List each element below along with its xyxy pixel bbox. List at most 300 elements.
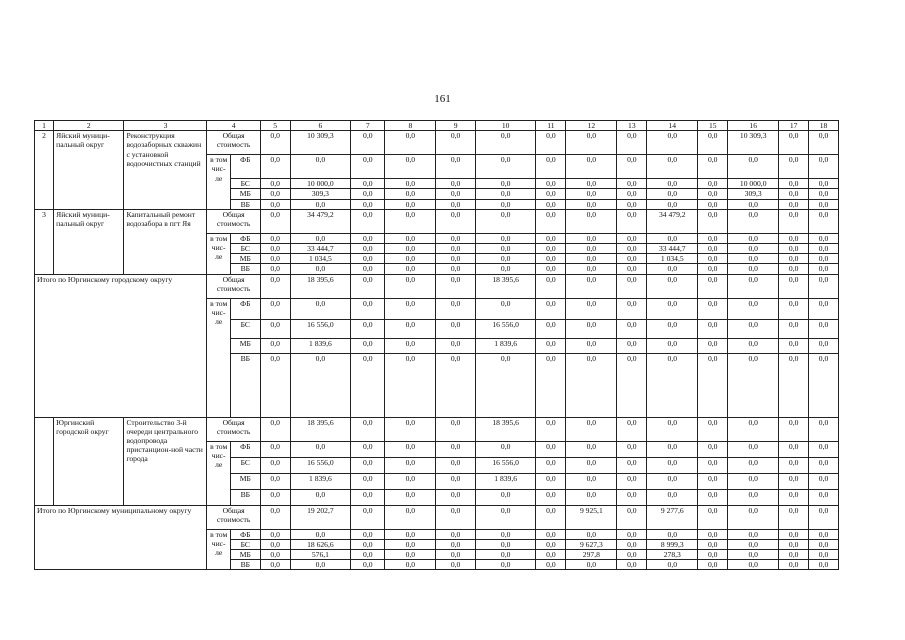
value-cell: 0,0 (698, 179, 728, 189)
value-cell: 0,0 (536, 489, 566, 505)
value-cell: 0,0 (475, 298, 536, 319)
value-cell: 1 839,6 (290, 473, 351, 489)
value-cell: 0,0 (809, 209, 839, 233)
value-cell: 0,0 (385, 539, 436, 549)
value-cell: 0,0 (698, 417, 728, 441)
source-label: МБ (230, 550, 260, 560)
value-cell: 0,0 (436, 131, 475, 155)
value-cell: 0,0 (566, 179, 617, 189)
column-number-row (35, 121, 839, 131)
value-cell: 18 395,6 (290, 417, 351, 441)
value-cell: 0,0 (698, 189, 728, 199)
value-cell: 0,0 (385, 298, 436, 319)
value-cell: 0,0 (260, 209, 290, 233)
value-cell: 0,0 (436, 441, 475, 457)
value-cell: 0,0 (260, 560, 290, 570)
value-cell: 0,0 (728, 254, 779, 264)
value-cell: 0,0 (698, 489, 728, 505)
value-cell: 0,0 (698, 155, 728, 179)
value-cell: 0,0 (566, 441, 617, 457)
source-label: ВБ (230, 264, 260, 274)
column-number: 18 (809, 121, 839, 131)
value-cell: 0,0 (779, 199, 809, 209)
value-cell: 0,0 (385, 155, 436, 179)
value-cell: 0,0 (260, 298, 290, 319)
column-number: 13 (617, 121, 647, 131)
value-cell: 0,0 (728, 473, 779, 489)
value-cell: 0,0 (290, 441, 351, 457)
value-cell: 34 479,2 (290, 209, 351, 233)
value-cell: 0,0 (809, 560, 839, 570)
value-cell: 309,3 (290, 189, 351, 199)
value-cell: 0,0 (617, 298, 647, 319)
value-cell: 0,0 (566, 254, 617, 264)
value-cell: 0,0 (260, 319, 290, 338)
row-number: 2 (35, 131, 54, 210)
financing-table (34, 120, 839, 570)
value-cell: 0,0 (779, 539, 809, 549)
value-cell: 0,0 (536, 155, 566, 179)
value-cell: 0,0 (436, 505, 475, 529)
value-cell: 0,0 (566, 560, 617, 570)
value-cell: 0,0 (436, 179, 475, 189)
value-cell: 0,0 (617, 189, 647, 199)
value-cell: 0,0 (779, 473, 809, 489)
value-cell: 0,0 (698, 457, 728, 473)
value-cell: 576,1 (290, 550, 351, 560)
value-cell: 0,0 (617, 244, 647, 254)
value-cell: 0,0 (385, 209, 436, 233)
value-cell: 0,0 (260, 473, 290, 489)
territory-cell: Яйский муници-пальный округ (54, 131, 124, 210)
value-cell: 0,0 (475, 560, 536, 570)
source-label: МБ (230, 473, 260, 489)
value-cell: 0,0 (728, 353, 779, 417)
value-cell: 0,0 (617, 179, 647, 189)
value-cell: 0,0 (351, 457, 385, 473)
value-cell: 0,0 (385, 550, 436, 560)
column-number: 12 (566, 121, 617, 131)
value-cell: 0,0 (647, 338, 698, 353)
value-cell: 0,0 (809, 264, 839, 274)
value-cell: 0,0 (260, 457, 290, 473)
value-cell: 0,0 (385, 244, 436, 254)
value-cell: 0,0 (385, 254, 436, 264)
value-cell: 0,0 (351, 319, 385, 338)
value-cell: 0,0 (617, 473, 647, 489)
value-cell: 0,0 (779, 417, 809, 441)
value-cell: 0,0 (617, 441, 647, 457)
value-cell: 19 202,7 (290, 505, 351, 529)
value-cell: 0,0 (475, 539, 536, 549)
value-cell: 0,0 (728, 505, 779, 529)
value-cell: 0,0 (809, 441, 839, 457)
source-label: ВБ (230, 353, 260, 417)
value-cell: 0,0 (290, 529, 351, 539)
value-cell: 0,0 (351, 473, 385, 489)
value-cell: 0,0 (436, 155, 475, 179)
value-cell: 0,0 (779, 298, 809, 319)
column-number: 14 (647, 121, 698, 131)
value-cell: 0,0 (290, 298, 351, 319)
value-cell: 297,8 (566, 550, 617, 560)
value-cell: 0,0 (536, 505, 566, 529)
total-cost-label: Общая стоимость (207, 209, 260, 233)
value-cell: 0,0 (436, 274, 475, 298)
value-cell: 0,0 (351, 264, 385, 274)
column-number: 3 (124, 121, 207, 131)
source-label: ФБ (230, 529, 260, 539)
value-cell: 0,0 (779, 189, 809, 199)
value-cell: 0,0 (779, 505, 809, 529)
value-cell: 0,0 (698, 539, 728, 549)
value-cell: 0,0 (536, 550, 566, 560)
value-cell: 0,0 (475, 131, 536, 155)
value-cell: 0,0 (779, 254, 809, 264)
value-cell: 0,0 (809, 489, 839, 505)
value-cell: 0,0 (698, 199, 728, 209)
value-cell: 0,0 (647, 233, 698, 243)
value-cell: 0,0 (536, 473, 566, 489)
value-cell: 0,0 (536, 457, 566, 473)
value-cell: 0,0 (647, 457, 698, 473)
value-cell: 0,0 (436, 189, 475, 199)
value-cell: 0,0 (809, 473, 839, 489)
value-cell: 0,0 (566, 131, 617, 155)
value-cell: 0,0 (779, 457, 809, 473)
value-cell: 0,0 (698, 131, 728, 155)
value-cell: 0,0 (436, 199, 475, 209)
value-cell: 0,0 (647, 179, 698, 189)
value-cell: 0,0 (617, 319, 647, 338)
column-number: 1 (35, 121, 54, 131)
value-cell: 0,0 (385, 233, 436, 243)
source-label: БС (230, 457, 260, 473)
value-cell: 0,0 (809, 505, 839, 529)
value-cell: 0,0 (809, 529, 839, 539)
value-cell: 0,0 (351, 441, 385, 457)
value-cell: 0,0 (536, 233, 566, 243)
value-cell: 0,0 (779, 441, 809, 457)
value-cell: 0,0 (566, 489, 617, 505)
value-cell: 0,0 (436, 550, 475, 560)
value-cell: 0,0 (260, 441, 290, 457)
value-cell: 0,0 (809, 254, 839, 264)
table-row (35, 417, 839, 441)
value-cell: 0,0 (436, 353, 475, 417)
incl-label: в том чис-ле (207, 529, 230, 570)
value-cell: 18 395,6 (475, 417, 536, 441)
value-cell: 0,0 (260, 179, 290, 189)
value-cell: 0,0 (698, 274, 728, 298)
incl-label: в том чис-ле (207, 233, 230, 274)
value-cell: 0,0 (698, 264, 728, 274)
value-cell: 0,0 (385, 274, 436, 298)
value-cell: 0,0 (779, 179, 809, 189)
value-cell: 0,0 (779, 489, 809, 505)
value-cell: 33 444,7 (290, 244, 351, 254)
value-cell: 309,3 (728, 189, 779, 199)
value-cell: 0,0 (385, 353, 436, 417)
value-cell: 0,0 (351, 254, 385, 264)
value-cell: 0,0 (536, 274, 566, 298)
value-cell: 0,0 (779, 550, 809, 560)
value-cell: 0,0 (617, 131, 647, 155)
value-cell: 0,0 (260, 353, 290, 417)
value-cell: 0,0 (436, 560, 475, 570)
value-cell: 0,0 (351, 539, 385, 549)
value-cell: 0,0 (728, 539, 779, 549)
value-cell: 0,0 (536, 417, 566, 441)
value-cell: 0,0 (290, 489, 351, 505)
source-label: ФБ (230, 441, 260, 457)
value-cell: 0,0 (436, 233, 475, 243)
source-label: БС (230, 179, 260, 189)
value-cell: 0,0 (779, 274, 809, 298)
value-cell: 0,0 (647, 489, 698, 505)
value-cell: 0,0 (290, 233, 351, 243)
value-cell: 0,0 (728, 155, 779, 179)
value-cell: 0,0 (647, 560, 698, 570)
value-cell: 0,0 (647, 417, 698, 441)
value-cell: 0,0 (436, 298, 475, 319)
event-cell: Реконструкция водозаборных скважин с установкой водоочистных станций (124, 131, 207, 210)
source-label: БС (230, 539, 260, 549)
value-cell: 0,0 (566, 298, 617, 319)
value-cell: 0,0 (536, 338, 566, 353)
value-cell: 0,0 (809, 189, 839, 199)
value-cell: 0,0 (536, 529, 566, 539)
value-cell: 0,0 (475, 233, 536, 243)
value-cell: 0,0 (436, 417, 475, 441)
summary-title: Итого по Юргинскому муниципальному округу (35, 505, 207, 570)
value-cell: 0,0 (436, 254, 475, 264)
value-cell: 0,0 (698, 505, 728, 529)
territory-cell: Юргинский городской округ (54, 417, 124, 505)
value-cell: 0,0 (351, 417, 385, 441)
value-cell: 0,0 (475, 254, 536, 264)
value-cell: 0,0 (351, 155, 385, 179)
value-cell: 0,0 (385, 505, 436, 529)
source-label: ФБ (230, 233, 260, 243)
value-cell: 0,0 (385, 179, 436, 189)
value-cell: 10 309,3 (290, 131, 351, 155)
value-cell: 0,0 (536, 441, 566, 457)
value-cell: 0,0 (536, 179, 566, 189)
value-cell: 0,0 (617, 489, 647, 505)
event-cell: Строительство 3-й очереди центрального водопровода пристанцион-ной части города (124, 417, 207, 505)
column-number: 10 (475, 121, 536, 131)
column-number: 9 (436, 121, 475, 131)
value-cell: 0,0 (779, 353, 809, 417)
value-cell: 0,0 (566, 274, 617, 298)
value-cell: 0,0 (260, 505, 290, 529)
value-cell: 0,0 (647, 155, 698, 179)
value-cell: 8 999,3 (647, 539, 698, 549)
value-cell: 0,0 (351, 550, 385, 560)
value-cell: 0,0 (351, 274, 385, 298)
value-cell: 18 395,6 (475, 274, 536, 298)
value-cell: 0,0 (436, 457, 475, 473)
value-cell: 0,0 (728, 209, 779, 233)
value-cell: 0,0 (809, 131, 839, 155)
value-cell: 0,0 (617, 338, 647, 353)
value-cell: 0,0 (809, 233, 839, 243)
value-cell: 0,0 (617, 457, 647, 473)
value-cell: 0,0 (617, 199, 647, 209)
value-cell: 0,0 (475, 505, 536, 529)
value-cell: 0,0 (436, 489, 475, 505)
value-cell: 0,0 (536, 189, 566, 199)
value-cell: 0,0 (536, 353, 566, 417)
value-cell: 0,0 (647, 131, 698, 155)
value-cell: 0,0 (566, 199, 617, 209)
value-cell: 0,0 (728, 338, 779, 353)
column-number: 5 (260, 121, 290, 131)
value-cell: 0,0 (728, 560, 779, 570)
value-cell: 0,0 (566, 155, 617, 179)
value-cell: 0,0 (617, 254, 647, 264)
value-cell: 9 627,3 (566, 539, 617, 549)
value-cell: 0,0 (698, 560, 728, 570)
value-cell: 0,0 (475, 264, 536, 274)
total-cost-label: Общая стоимость (207, 131, 260, 155)
source-label: МБ (230, 189, 260, 199)
value-cell: 0,0 (385, 489, 436, 505)
value-cell: 1 839,6 (475, 338, 536, 353)
value-cell: 0,0 (260, 155, 290, 179)
row-number: 3 (35, 209, 54, 274)
value-cell: 0,0 (698, 254, 728, 264)
value-cell: 0,0 (351, 244, 385, 254)
value-cell: 0,0 (260, 417, 290, 441)
value-cell: 0,0 (779, 244, 809, 254)
value-cell: 0,0 (351, 298, 385, 319)
value-cell: 0,0 (809, 539, 839, 549)
source-label: МБ (230, 338, 260, 353)
value-cell: 16 556,0 (290, 319, 351, 338)
value-cell: 0,0 (647, 189, 698, 199)
event-cell: Капитальный ремонт водозабора в пгт Яя (124, 209, 207, 274)
value-cell: 0,0 (617, 155, 647, 179)
value-cell: 0,0 (698, 473, 728, 489)
value-cell: 0,0 (436, 539, 475, 549)
value-cell: 0,0 (809, 298, 839, 319)
value-cell: 0,0 (290, 264, 351, 274)
value-cell: 0,0 (385, 457, 436, 473)
value-cell: 0,0 (436, 473, 475, 489)
value-cell: 0,0 (566, 189, 617, 199)
value-cell: 0,0 (385, 417, 436, 441)
value-cell: 0,0 (617, 353, 647, 417)
value-cell: 1 839,6 (290, 338, 351, 353)
value-cell: 0,0 (617, 274, 647, 298)
source-label: ВБ (230, 560, 260, 570)
value-cell: 0,0 (566, 473, 617, 489)
value-cell: 0,0 (260, 199, 290, 209)
value-cell: 0,0 (351, 209, 385, 233)
value-cell: 0,0 (475, 353, 536, 417)
value-cell: 0,0 (566, 417, 617, 441)
column-number: 8 (385, 121, 436, 131)
value-cell: 0,0 (647, 473, 698, 489)
value-cell: 9 277,6 (647, 505, 698, 529)
value-cell: 0,0 (260, 264, 290, 274)
value-cell: 0,0 (536, 298, 566, 319)
value-cell: 0,0 (809, 319, 839, 338)
value-cell: 0,0 (475, 209, 536, 233)
value-cell: 0,0 (351, 199, 385, 209)
value-cell: 0,0 (436, 244, 475, 254)
value-cell: 0,0 (728, 233, 779, 243)
value-cell: 0,0 (436, 319, 475, 338)
value-cell: 0,0 (647, 319, 698, 338)
table-row (35, 131, 839, 155)
value-cell: 0,0 (728, 199, 779, 209)
source-label: МБ (230, 254, 260, 264)
table-row (35, 209, 839, 233)
value-cell: 0,0 (260, 131, 290, 155)
value-cell: 0,0 (647, 274, 698, 298)
territory-cell: Яйский муници-пальный округ (54, 209, 124, 274)
value-cell: 0,0 (351, 338, 385, 353)
value-cell: 10 000,0 (290, 179, 351, 189)
value-cell: 0,0 (260, 338, 290, 353)
value-cell: 1 839,6 (475, 473, 536, 489)
value-cell: 0,0 (647, 353, 698, 417)
value-cell: 16 556,0 (475, 457, 536, 473)
value-cell: 0,0 (536, 560, 566, 570)
value-cell: 34 479,2 (647, 209, 698, 233)
value-cell: 0,0 (260, 550, 290, 560)
source-label: БС (230, 319, 260, 338)
value-cell: 0,0 (260, 189, 290, 199)
column-number: 16 (728, 121, 779, 131)
total-cost-label: Общая стоимость (207, 417, 260, 441)
value-cell: 278,3 (647, 550, 698, 560)
value-cell: 0,0 (566, 264, 617, 274)
value-cell: 0,0 (809, 274, 839, 298)
value-cell: 0,0 (351, 189, 385, 199)
value-cell: 0,0 (617, 539, 647, 549)
value-cell: 0,0 (566, 529, 617, 539)
value-cell: 0,0 (385, 529, 436, 539)
value-cell: 0,0 (385, 199, 436, 209)
value-cell: 0,0 (260, 254, 290, 264)
value-cell: 0,0 (385, 189, 436, 199)
value-cell: 0,0 (779, 209, 809, 233)
total-cost-label: Общая стоимость (207, 274, 260, 298)
value-cell: 0,0 (728, 298, 779, 319)
value-cell: 0,0 (566, 338, 617, 353)
value-cell: 0,0 (809, 353, 839, 417)
value-cell: 0,0 (260, 489, 290, 505)
value-cell: 0,0 (698, 529, 728, 539)
value-cell: 0,0 (351, 233, 385, 243)
value-cell: 0,0 (475, 199, 536, 209)
value-cell: 16 556,0 (475, 319, 536, 338)
value-cell: 0,0 (617, 209, 647, 233)
value-cell: 1 034,5 (290, 254, 351, 264)
incl-label: в том чис-ле (207, 441, 230, 505)
value-cell: 0,0 (385, 338, 436, 353)
value-cell: 0,0 (385, 441, 436, 457)
value-cell: 0,0 (351, 353, 385, 417)
value-cell: 0,0 (536, 539, 566, 549)
incl-label: в том чис-ле (207, 298, 230, 417)
value-cell: 0,0 (809, 457, 839, 473)
value-cell: 0,0 (809, 199, 839, 209)
